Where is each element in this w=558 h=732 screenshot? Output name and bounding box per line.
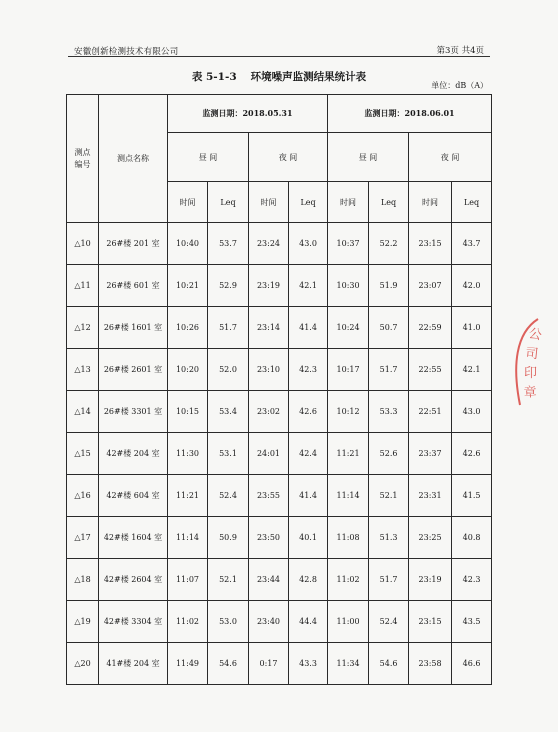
day2-leq-cell: 50.7 bbox=[369, 307, 409, 349]
leq-header: Leq bbox=[208, 182, 249, 223]
night-header-1: 夜 间 bbox=[249, 133, 328, 182]
night1-time-cell: 23:50 bbox=[249, 517, 289, 559]
day1-time-cell: 10:21 bbox=[168, 265, 208, 307]
night2-time-cell: 23:58 bbox=[409, 643, 452, 685]
point-id-cell: △18 bbox=[67, 559, 99, 601]
day2-time-cell: 11:34 bbox=[328, 643, 369, 685]
night2-leq-cell: 42.1 bbox=[452, 349, 492, 391]
night2-leq-cell: 43.7 bbox=[452, 223, 492, 265]
point-id-cell: △16 bbox=[67, 475, 99, 517]
day2-leq-cell: 51.7 bbox=[369, 349, 409, 391]
point-id-cell: △17 bbox=[67, 517, 99, 559]
night2-time-cell: 23:15 bbox=[409, 223, 452, 265]
day1-time-cell: 11:30 bbox=[168, 433, 208, 475]
night2-leq-cell: 43.5 bbox=[452, 601, 492, 643]
night1-leq-cell: 42.4 bbox=[289, 433, 328, 475]
day2-time-cell: 10:30 bbox=[328, 265, 369, 307]
night1-time-cell: 23:14 bbox=[249, 307, 289, 349]
day2-leq-cell: 52.1 bbox=[369, 475, 409, 517]
leq-header: Leq bbox=[289, 182, 328, 223]
table-row bbox=[67, 433, 492, 475]
day1-leq-cell: 52.1 bbox=[208, 559, 249, 601]
night1-time-cell: 23:10 bbox=[249, 349, 289, 391]
point-name-cell: 26#楼 2601 室 bbox=[99, 349, 168, 391]
day1-leq-cell: 53.7 bbox=[208, 223, 249, 265]
day2-time-cell: 10:17 bbox=[328, 349, 369, 391]
day2-time-cell: 10:37 bbox=[328, 223, 369, 265]
day-header-1: 昼 间 bbox=[168, 133, 249, 182]
svg-text:司: 司 bbox=[524, 346, 540, 363]
day1-leq-cell: 52.0 bbox=[208, 349, 249, 391]
svg-text:印: 印 bbox=[524, 366, 538, 381]
night1-leq-cell: 41.4 bbox=[289, 475, 328, 517]
day1-leq-cell: 54.6 bbox=[208, 643, 249, 685]
day2-leq-cell: 51.9 bbox=[369, 265, 409, 307]
day2-leq-cell: 52.4 bbox=[369, 601, 409, 643]
header-row-dates bbox=[67, 95, 492, 133]
col-header-point-id bbox=[67, 95, 99, 223]
table-row bbox=[67, 517, 492, 559]
day1-leq-cell: 52.4 bbox=[208, 475, 249, 517]
point-name-cell: 26#楼 3301 室 bbox=[99, 391, 168, 433]
day2-time-cell: 11:00 bbox=[328, 601, 369, 643]
night2-leq-cell: 46.6 bbox=[452, 643, 492, 685]
night-header-2: 夜 间 bbox=[409, 133, 492, 182]
table-row bbox=[67, 265, 492, 307]
day1-leq-cell: 53.1 bbox=[208, 433, 249, 475]
night2-time-cell: 23:19 bbox=[409, 559, 452, 601]
day2-time-cell: 11:08 bbox=[328, 517, 369, 559]
day2-time-cell: 10:12 bbox=[328, 391, 369, 433]
point-id-cell: △13 bbox=[67, 349, 99, 391]
day1-time-cell: 11:07 bbox=[168, 559, 208, 601]
day1-time-cell: 10:26 bbox=[168, 307, 208, 349]
point-name-cell: 26#楼 201 室 bbox=[99, 223, 168, 265]
day1-leq-cell: 53.0 bbox=[208, 601, 249, 643]
point-id-cell: △20 bbox=[67, 643, 99, 685]
night2-time-cell: 23:37 bbox=[409, 433, 452, 475]
day1-time-cell: 10:15 bbox=[168, 391, 208, 433]
table-row bbox=[67, 475, 492, 517]
night2-time-cell: 22:59 bbox=[409, 307, 452, 349]
day2-time-cell: 11:21 bbox=[328, 433, 369, 475]
night1-leq-cell: 43.0 bbox=[289, 223, 328, 265]
day2-time-cell: 11:14 bbox=[328, 475, 369, 517]
night1-time-cell: 23:55 bbox=[249, 475, 289, 517]
night2-time-cell: 23:25 bbox=[409, 517, 452, 559]
night2-leq-cell: 42.3 bbox=[452, 559, 492, 601]
time-header: 时间 bbox=[328, 182, 369, 223]
night2-time-cell: 22:55 bbox=[409, 349, 452, 391]
table-row bbox=[67, 559, 492, 601]
day2-leq-cell: 52.6 bbox=[369, 433, 409, 475]
day2-leq-cell: 51.7 bbox=[369, 559, 409, 601]
company-name: 安徽创新检测技术有限公司 bbox=[74, 47, 179, 57]
day-header-2: 昼 间 bbox=[328, 133, 409, 182]
night2-leq-cell: 43.0 bbox=[452, 391, 492, 433]
table-row bbox=[67, 391, 492, 433]
night2-leq-cell: 42.6 bbox=[452, 433, 492, 475]
point-id-cell: △12 bbox=[67, 307, 99, 349]
point-name-cell: 42#楼 1604 室 bbox=[99, 517, 168, 559]
night2-time-cell: 23:31 bbox=[409, 475, 452, 517]
point-id-cell: △19 bbox=[67, 601, 99, 643]
table-row bbox=[67, 223, 492, 265]
night2-time-cell: 23:07 bbox=[409, 265, 452, 307]
night1-leq-cell: 42.6 bbox=[289, 391, 328, 433]
night1-leq-cell: 44.4 bbox=[289, 601, 328, 643]
night1-time-cell: 23:24 bbox=[249, 223, 289, 265]
night2-leq-cell: 42.0 bbox=[452, 265, 492, 307]
night2-time-cell: 23:15 bbox=[409, 601, 452, 643]
leq-header: Leq bbox=[369, 182, 409, 223]
point-name-cell: 42#楼 604 室 bbox=[99, 475, 168, 517]
time-header: 时间 bbox=[249, 182, 289, 223]
point-name-cell: 26#楼 601 室 bbox=[99, 265, 168, 307]
day1-leq-cell: 50.9 bbox=[208, 517, 249, 559]
day2-leq-cell: 53.3 bbox=[369, 391, 409, 433]
day1-time-cell: 10:40 bbox=[168, 223, 208, 265]
night1-time-cell: 23:40 bbox=[249, 601, 289, 643]
point-name-cell: 42#楼 2604 室 bbox=[99, 559, 168, 601]
night1-leq-cell: 40.1 bbox=[289, 517, 328, 559]
day1-time-cell: 11:14 bbox=[168, 517, 208, 559]
night2-leq-cell: 41.5 bbox=[452, 475, 492, 517]
night1-time-cell: 23:44 bbox=[249, 559, 289, 601]
point-name-cell: 42#楼 204 室 bbox=[99, 433, 168, 475]
day1-leq-cell: 53.4 bbox=[208, 391, 249, 433]
point-name-cell: 41#楼 204 室 bbox=[99, 643, 168, 685]
unit-label: 单位：dB（A） bbox=[431, 81, 488, 90]
day2-leq-cell: 51.3 bbox=[369, 517, 409, 559]
night1-leq-cell: 41.4 bbox=[289, 307, 328, 349]
page-info: 第3页 共4页 bbox=[436, 46, 484, 56]
day2-time-cell: 10:24 bbox=[328, 307, 369, 349]
noise-results-table bbox=[66, 94, 492, 685]
point-id-cell: △10 bbox=[67, 223, 99, 265]
day1-leq-cell: 51.7 bbox=[208, 307, 249, 349]
date-header-2: 监测日期：2018.06.01 bbox=[328, 95, 492, 133]
table-row bbox=[67, 307, 492, 349]
table-row bbox=[67, 643, 492, 685]
day1-time-cell: 11:21 bbox=[168, 475, 208, 517]
date-header-1: 监测日期：2018.05.31 bbox=[168, 95, 328, 133]
table-title-text: 环境噪声监测结果统计表 bbox=[250, 71, 367, 83]
day1-leq-cell: 52.9 bbox=[208, 265, 249, 307]
day2-leq-cell: 52.2 bbox=[369, 223, 409, 265]
night1-leq-cell: 42.1 bbox=[289, 265, 328, 307]
col-header-point-name: 测点名称 bbox=[99, 95, 168, 223]
night1-time-cell: 23:19 bbox=[249, 265, 289, 307]
svg-text:公: 公 bbox=[527, 326, 544, 344]
point-id-header-text: 测点编号 bbox=[74, 147, 91, 169]
day1-time-cell: 11:49 bbox=[168, 643, 208, 685]
night1-time-cell: 23:02 bbox=[249, 391, 289, 433]
night1-leq-cell: 42.8 bbox=[289, 559, 328, 601]
time-header: 时间 bbox=[168, 182, 208, 223]
night1-time-cell: 24:01 bbox=[249, 433, 289, 475]
table-row bbox=[67, 349, 492, 391]
table-row bbox=[67, 601, 492, 643]
night2-time-cell: 22:51 bbox=[409, 391, 452, 433]
point-name-cell: 42#楼 3304 室 bbox=[99, 601, 168, 643]
night2-leq-cell: 41.0 bbox=[452, 307, 492, 349]
point-name-cell: 26#楼 1601 室 bbox=[99, 307, 168, 349]
time-header: 时间 bbox=[409, 182, 452, 223]
point-id-cell: △15 bbox=[67, 433, 99, 475]
night2-leq-cell: 40.8 bbox=[452, 517, 492, 559]
company-seal-stamp bbox=[508, 315, 548, 410]
day1-time-cell: 11:02 bbox=[168, 601, 208, 643]
night1-time-cell: 0:17 bbox=[249, 643, 289, 685]
day1-time-cell: 10:20 bbox=[168, 349, 208, 391]
night1-leq-cell: 43.3 bbox=[289, 643, 328, 685]
header-rule bbox=[68, 56, 490, 57]
day2-time-cell: 11:02 bbox=[328, 559, 369, 601]
night1-leq-cell: 42.3 bbox=[289, 349, 328, 391]
leq-header: Leq bbox=[452, 182, 492, 223]
point-id-cell: △14 bbox=[67, 391, 99, 433]
day2-leq-cell: 54.6 bbox=[369, 643, 409, 685]
svg-text:章: 章 bbox=[523, 385, 538, 401]
table-number: 表 5-1-3 bbox=[191, 71, 237, 83]
point-id-cell: △11 bbox=[67, 265, 99, 307]
